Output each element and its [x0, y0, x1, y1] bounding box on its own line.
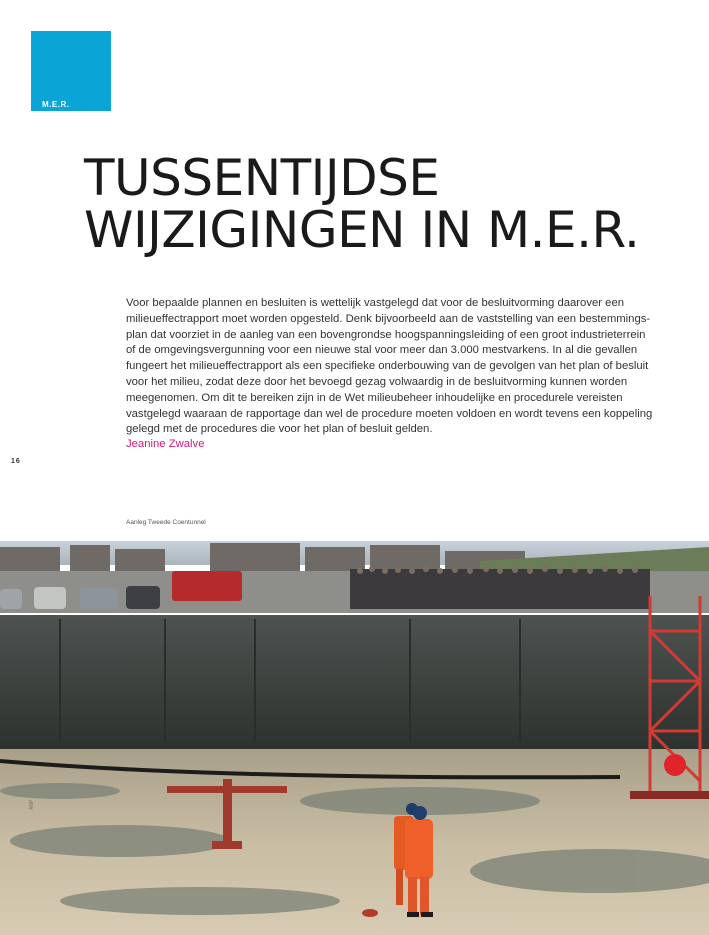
- intro-line: Voor bepaalde plannen en besluiten is wettelijk vastgelegd dat voor de besluitvorming daarover een: [126, 297, 625, 309]
- intro-line: of de omgevingsvergunning voor een nieuwe stal voor meer dan 3.000 mestvarkens. In al die gevallen: [126, 344, 638, 357]
- page-title: [84, 149, 640, 259]
- photo-credit: ANP: [29, 799, 35, 810]
- page-number: 16: [11, 458, 21, 465]
- intro-line: voor het milieu, zodat deze door het bevoegd gezag volwaardig in de besluitvorming kunnen worden: [126, 375, 628, 388]
- intro-line: meegenomen. Om dit te bereiken zijn in de Wet milieubeheer inhoudelijke en procedurele vereisten: [126, 391, 623, 404]
- author-name: Jeanine Zwalve: [126, 438, 205, 450]
- section-tag: [31, 31, 111, 111]
- section-tag-label: M.E.R.: [42, 100, 70, 109]
- intro-line: vastgelegd waaraan de rapportage dan wel de procedure moeten voldoen en wordt tevens een koppeling: [126, 407, 653, 420]
- title-line-1: TUSSENTIJDSE: [84, 149, 440, 207]
- intro-paragraph: [126, 296, 666, 438]
- title-line-2: WIJZIGINGEN IN M.E.R.: [84, 201, 640, 259]
- photo-caption: Aanleg Tweede Coentunnel: [126, 519, 206, 526]
- intro-line: milieueffectrapport moet worden opgesteld. Denk bijvoorbeeld aan de vaststelling van een bestemmings-: [126, 312, 651, 325]
- intro-line: gelegd met de procedures die voor het plan of besluit gelden.: [126, 423, 433, 436]
- construction-photo: [0, 541, 709, 935]
- intro-line: fungeert het milieueffectrapport als een specifieke onderbouwing van de gevolgen van het plan of besluit: [126, 360, 649, 373]
- intro-line: plan dat voorziet in de aanleg van een bovengrondse hoogspanningsleiding of een groot industrieterrein: [126, 328, 646, 341]
